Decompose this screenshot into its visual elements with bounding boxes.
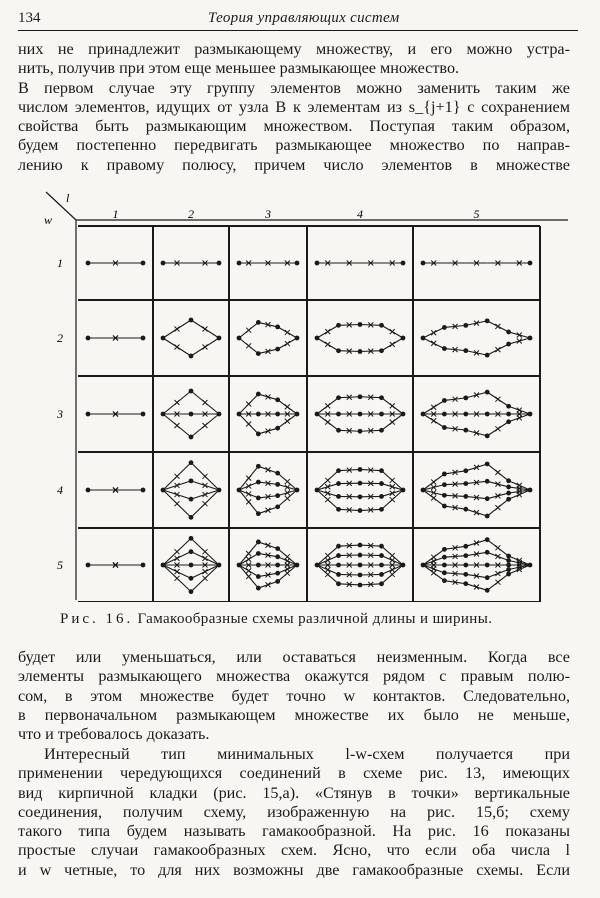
node <box>237 261 242 266</box>
node <box>295 412 300 417</box>
contact-mark <box>246 491 251 496</box>
scheme-l1-w2 <box>86 336 146 341</box>
running-title: Теория управляющих систем <box>208 10 400 26</box>
paragraph-bottom <box>18 648 570 744</box>
contact-mark <box>495 505 500 510</box>
node <box>295 261 300 266</box>
node <box>379 572 384 577</box>
node <box>421 261 426 266</box>
row-label: 3 <box>57 407 63 421</box>
node <box>217 488 222 493</box>
contact-mark <box>325 342 330 347</box>
node <box>401 488 406 493</box>
node <box>315 563 320 568</box>
contact-mark <box>431 405 436 410</box>
node <box>506 419 511 424</box>
node <box>86 488 91 493</box>
scheme-l5-w1 <box>421 261 533 266</box>
contact-mark <box>495 571 500 576</box>
row-label: 4 <box>57 483 63 497</box>
caption-text: Гамакообразные схемы различной длины и ширины. <box>137 611 493 627</box>
scheme-l2-w4 <box>161 460 222 520</box>
contact-mark <box>390 420 395 425</box>
node <box>161 488 166 493</box>
contact-mark <box>175 400 180 405</box>
column-label: 4 <box>357 207 363 221</box>
contact-mark <box>266 467 271 472</box>
scheme-l1-w4 <box>86 488 146 493</box>
paragraph-last <box>18 745 570 880</box>
contact-mark <box>285 330 290 335</box>
scheme-l3-w1 <box>237 261 300 266</box>
node <box>295 488 300 493</box>
node <box>528 488 533 493</box>
contact-mark <box>246 328 251 333</box>
node <box>485 550 490 555</box>
node <box>237 336 242 341</box>
text-line: соединения, получим схему, изображенную на рис. 15,б; схему <box>18 802 570 821</box>
contact-mark <box>495 580 500 585</box>
contact-mark <box>266 543 271 548</box>
node <box>401 336 406 341</box>
contact-mark <box>431 418 436 423</box>
text-line: простые случаи гамакообразных схем. Ясно, что если оба числа l <box>18 841 570 860</box>
node <box>161 336 166 341</box>
node <box>528 261 533 266</box>
contact-mark <box>495 347 500 352</box>
contact-mark <box>325 572 330 577</box>
node <box>401 412 406 417</box>
contact-mark <box>203 423 208 428</box>
contact-mark <box>431 341 436 346</box>
node <box>421 488 426 493</box>
scheme-l3-w2 <box>237 320 300 356</box>
header-rule <box>18 30 578 31</box>
contact-mark <box>390 553 395 558</box>
contact-mark <box>390 478 395 483</box>
contact-mark <box>246 574 251 579</box>
node <box>217 261 222 266</box>
node <box>379 553 384 558</box>
node <box>86 412 91 417</box>
node <box>161 563 166 568</box>
node <box>161 412 166 417</box>
column-label: 2 <box>188 207 194 221</box>
contact-mark <box>495 545 500 550</box>
node <box>237 488 242 493</box>
text-line: такого типа будем называть гамакообразной. На рис. 16 показаны <box>18 822 570 841</box>
scheme-l4-w4 <box>315 467 406 513</box>
hammock-schemes-figure <box>30 190 570 602</box>
contact-mark <box>325 567 330 572</box>
node <box>141 412 146 417</box>
contact-mark <box>390 403 395 408</box>
node <box>528 563 533 568</box>
scheme-l1-w5 <box>86 563 146 568</box>
node <box>86 563 91 568</box>
text-line: свойства быть размыкающим множеством. Поступая таким образом, <box>18 117 570 136</box>
contact-mark <box>175 549 180 554</box>
contact-mark <box>495 554 500 559</box>
text-line: будем постепенно передвигать размыкающее множество по направ- <box>18 136 570 155</box>
contact-mark <box>203 400 208 405</box>
contact-mark <box>203 549 208 554</box>
contact-mark <box>175 474 180 479</box>
row-label: 2 <box>57 331 63 345</box>
node <box>401 563 406 568</box>
node <box>295 336 300 341</box>
node <box>141 563 146 568</box>
text-line: них не принадлежит размыкающему множеству, и его можно устра- <box>18 40 570 58</box>
text-line: Интересный тип минимальных l-w-схем получается при <box>44 745 570 763</box>
node <box>141 336 146 341</box>
node <box>528 412 533 417</box>
contact-mark <box>495 426 500 431</box>
scheme-l3-w5 <box>237 540 300 591</box>
contact-mark <box>246 499 251 504</box>
contact-mark <box>246 476 251 481</box>
scheme-l4-w3 <box>315 394 406 433</box>
contact-mark <box>325 329 330 334</box>
contact-mark <box>517 492 522 497</box>
contact-mark <box>246 484 251 489</box>
scheme-l3-w4 <box>237 464 300 516</box>
node <box>528 336 533 341</box>
contact-mark <box>203 576 208 581</box>
text-line: элементы размыкающего множества окажутся рядом с правым полю- <box>18 667 570 686</box>
node <box>237 412 242 417</box>
text-line: применении чередующихся соединений в схеме рис. 13, имеющих <box>18 764 570 783</box>
contact-mark <box>203 345 208 350</box>
node <box>315 488 320 493</box>
contact-mark <box>431 496 436 501</box>
caption-prefix: Рис. 16. <box>60 611 134 627</box>
paragraph-top <box>18 40 570 175</box>
contact-mark <box>175 327 180 332</box>
text-line: числом элементов, идущих от узла B к элементам из s_{j+1} с сохранением <box>18 97 570 116</box>
contact-mark <box>285 419 290 424</box>
scheme-l2-w3 <box>161 389 222 440</box>
row-label: 5 <box>57 558 63 572</box>
contact-mark <box>175 345 180 350</box>
contact-mark <box>285 496 290 501</box>
text-line: В первом случае эту группу элементов можно заменить таким же <box>18 78 570 97</box>
node <box>315 336 320 341</box>
node <box>421 563 426 568</box>
scheme-l1-w3 <box>86 412 146 417</box>
scheme-l5-w2 <box>421 318 533 357</box>
node <box>315 412 320 417</box>
contact-mark <box>495 397 500 402</box>
text-line: вид кирпичной кладки (рис. 15,а). «Стянув в точки» вертикальные <box>18 783 570 802</box>
node <box>217 412 222 417</box>
contact-mark <box>390 572 395 577</box>
node <box>421 336 426 341</box>
text-line: будет или уменьшаться, или оставаться неизменным. Когда все <box>18 648 570 666</box>
contact-mark <box>285 479 290 484</box>
node <box>217 563 222 568</box>
contact-mark <box>203 327 208 332</box>
contact-mark <box>266 582 271 587</box>
contact-mark <box>390 342 395 347</box>
axis-l-label: l <box>66 191 70 205</box>
text-line: что и требовалось доказать. <box>18 725 210 744</box>
text-line: лению к правому полюсу, причем число элементов в множестве <box>18 155 570 174</box>
contact-mark <box>390 567 395 572</box>
contact-mark <box>431 570 436 575</box>
node <box>315 261 320 266</box>
node <box>379 348 384 353</box>
figure-caption <box>60 611 492 628</box>
scheme-l5-w4 <box>421 462 533 519</box>
scheme-l3-w3 <box>237 392 300 437</box>
text-line: нить, получив при этом еще меньшее размыкающее множество. <box>18 59 460 78</box>
contact-mark <box>390 497 395 502</box>
contact-mark <box>246 551 251 556</box>
contact-mark <box>390 329 395 334</box>
contact-mark <box>325 553 330 558</box>
node <box>485 575 490 580</box>
scheme-l2-w1 <box>161 261 222 266</box>
text-line: в первоначальном размыкающем множестве их было не меньше, <box>18 705 570 724</box>
scheme-l5-w5 <box>421 537 533 592</box>
node <box>295 563 300 568</box>
contact-mark <box>325 420 330 425</box>
node <box>237 563 242 568</box>
contact-mark <box>246 421 251 426</box>
scheme-l2-w2 <box>161 318 222 359</box>
scheme-l1-w1 <box>86 261 146 266</box>
contact-mark <box>175 576 180 581</box>
column-labels <box>113 207 480 221</box>
row-label: 1 <box>57 256 63 270</box>
node <box>141 261 146 266</box>
contact-mark <box>325 403 330 408</box>
contact-mark <box>285 404 290 409</box>
contact-mark <box>246 402 251 407</box>
contact-mark <box>325 558 330 563</box>
contact-mark <box>175 423 180 428</box>
column-label: 5 <box>473 207 480 221</box>
column-label: 3 <box>265 207 271 221</box>
contact-mark <box>517 415 522 420</box>
contact-mark <box>325 497 330 502</box>
contact-mark <box>203 501 208 506</box>
contact-mark <box>266 508 271 513</box>
contact-mark <box>203 474 208 479</box>
contact-mark <box>495 470 500 475</box>
column-label: 1 <box>112 207 119 221</box>
contact-mark <box>246 568 251 573</box>
node <box>86 261 91 266</box>
contact-mark <box>495 324 500 329</box>
contact-mark <box>431 330 436 335</box>
scheme-l4-w1 <box>315 261 406 266</box>
contact-mark <box>246 343 251 348</box>
contact-mark <box>390 558 395 563</box>
contact-mark <box>175 556 180 561</box>
node <box>141 488 146 493</box>
scheme-l2-w5 <box>161 536 222 594</box>
contact-mark <box>285 571 290 576</box>
scheme-l4-w5 <box>315 543 406 588</box>
node <box>217 336 222 341</box>
text-line: и w четные, то для них возможны две гамакообразные схемы. Если <box>18 860 570 879</box>
node <box>161 261 166 266</box>
page-number: 134 <box>18 10 41 26</box>
contact-mark <box>431 479 436 484</box>
contact-mark <box>203 556 208 561</box>
scheme-l4-w2 <box>315 322 406 354</box>
contact-mark <box>175 501 180 506</box>
contact-mark <box>203 569 208 574</box>
contact-mark <box>246 557 251 562</box>
contact-mark <box>325 478 330 483</box>
scheme-l5-w3 <box>421 390 533 439</box>
text-line: сом, в этом множестве будет точно w контактов. Следовательно, <box>18 686 570 705</box>
contact-mark <box>285 341 290 346</box>
row-labels <box>56 256 63 572</box>
page-header <box>18 8 578 30</box>
axis-w-label: w <box>44 213 53 227</box>
contact-mark <box>175 569 180 574</box>
node <box>86 336 91 341</box>
node <box>401 261 406 266</box>
node <box>421 412 426 417</box>
